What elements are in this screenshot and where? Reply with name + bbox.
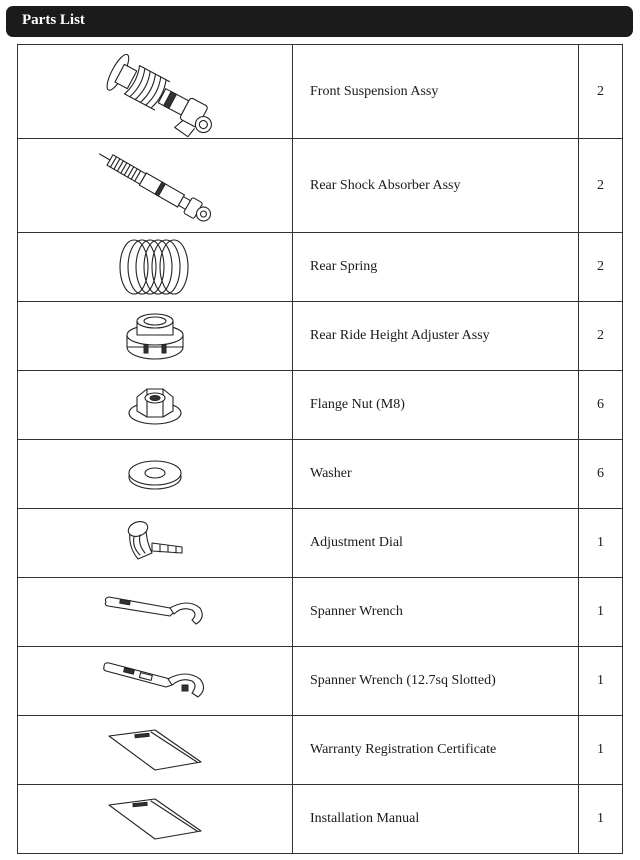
table-row bbox=[18, 302, 623, 371]
page-title: Parts List bbox=[22, 12, 85, 28]
part-quantity: 1 bbox=[579, 716, 623, 785]
part-image-cell bbox=[18, 509, 293, 578]
part-quantity: 2 bbox=[579, 302, 623, 371]
part-image-cell bbox=[18, 139, 293, 233]
part-name: Adjustment Dial bbox=[293, 509, 579, 578]
parts-list-header bbox=[6, 6, 633, 37]
part-name: Warranty Registration Certificate bbox=[293, 716, 579, 785]
part-image-cell bbox=[18, 45, 293, 139]
part-quantity: 2 bbox=[579, 233, 623, 302]
parts-table bbox=[17, 44, 623, 854]
rear-spring-icon bbox=[110, 235, 200, 299]
table-row bbox=[18, 233, 623, 302]
front-suspension-icon bbox=[85, 46, 225, 138]
ride-height-adjuster-icon bbox=[120, 305, 190, 367]
table-row bbox=[18, 371, 623, 440]
part-name: Rear Ride Height Adjuster Assy bbox=[293, 302, 579, 371]
installation-manual-icon bbox=[105, 797, 205, 841]
part-image-cell bbox=[18, 233, 293, 302]
flange-nut-icon bbox=[125, 381, 185, 429]
part-image-cell bbox=[18, 785, 293, 854]
part-quantity: 1 bbox=[579, 509, 623, 578]
washer-icon bbox=[125, 456, 185, 492]
table-row bbox=[18, 509, 623, 578]
part-image-cell bbox=[18, 371, 293, 440]
part-name: Spanner Wrench (12.7sq Slotted) bbox=[293, 647, 579, 716]
rear-shock-absorber-icon bbox=[85, 143, 225, 229]
part-image-cell bbox=[18, 647, 293, 716]
part-quantity: 2 bbox=[579, 45, 623, 139]
spanner-wrench-icon bbox=[100, 592, 210, 632]
part-name: Installation Manual bbox=[293, 785, 579, 854]
table-row bbox=[18, 45, 623, 139]
part-quantity: 1 bbox=[579, 785, 623, 854]
table-row bbox=[18, 785, 623, 854]
table-row bbox=[18, 716, 623, 785]
part-quantity: 2 bbox=[579, 139, 623, 233]
part-name: Spanner Wrench bbox=[293, 578, 579, 647]
part-quantity: 6 bbox=[579, 371, 623, 440]
part-image-cell bbox=[18, 716, 293, 785]
part-image-cell bbox=[18, 578, 293, 647]
part-name: Front Suspension Assy bbox=[293, 45, 579, 139]
table-row bbox=[18, 647, 623, 716]
slotted-spanner-wrench-icon bbox=[100, 659, 210, 703]
adjustment-dial-icon bbox=[120, 517, 190, 569]
part-quantity: 1 bbox=[579, 578, 623, 647]
part-name: Washer bbox=[293, 440, 579, 509]
part-quantity: 1 bbox=[579, 647, 623, 716]
warranty-certificate-icon bbox=[105, 728, 205, 772]
table-row bbox=[18, 578, 623, 647]
part-name: Rear Spring bbox=[293, 233, 579, 302]
part-name: Rear Shock Absorber Assy bbox=[293, 139, 579, 233]
part-image-cell bbox=[18, 440, 293, 509]
part-quantity: 6 bbox=[579, 440, 623, 509]
part-name: Flange Nut (M8) bbox=[293, 371, 579, 440]
part-image-cell bbox=[18, 302, 293, 371]
table-row bbox=[18, 440, 623, 509]
table-row bbox=[18, 139, 623, 233]
